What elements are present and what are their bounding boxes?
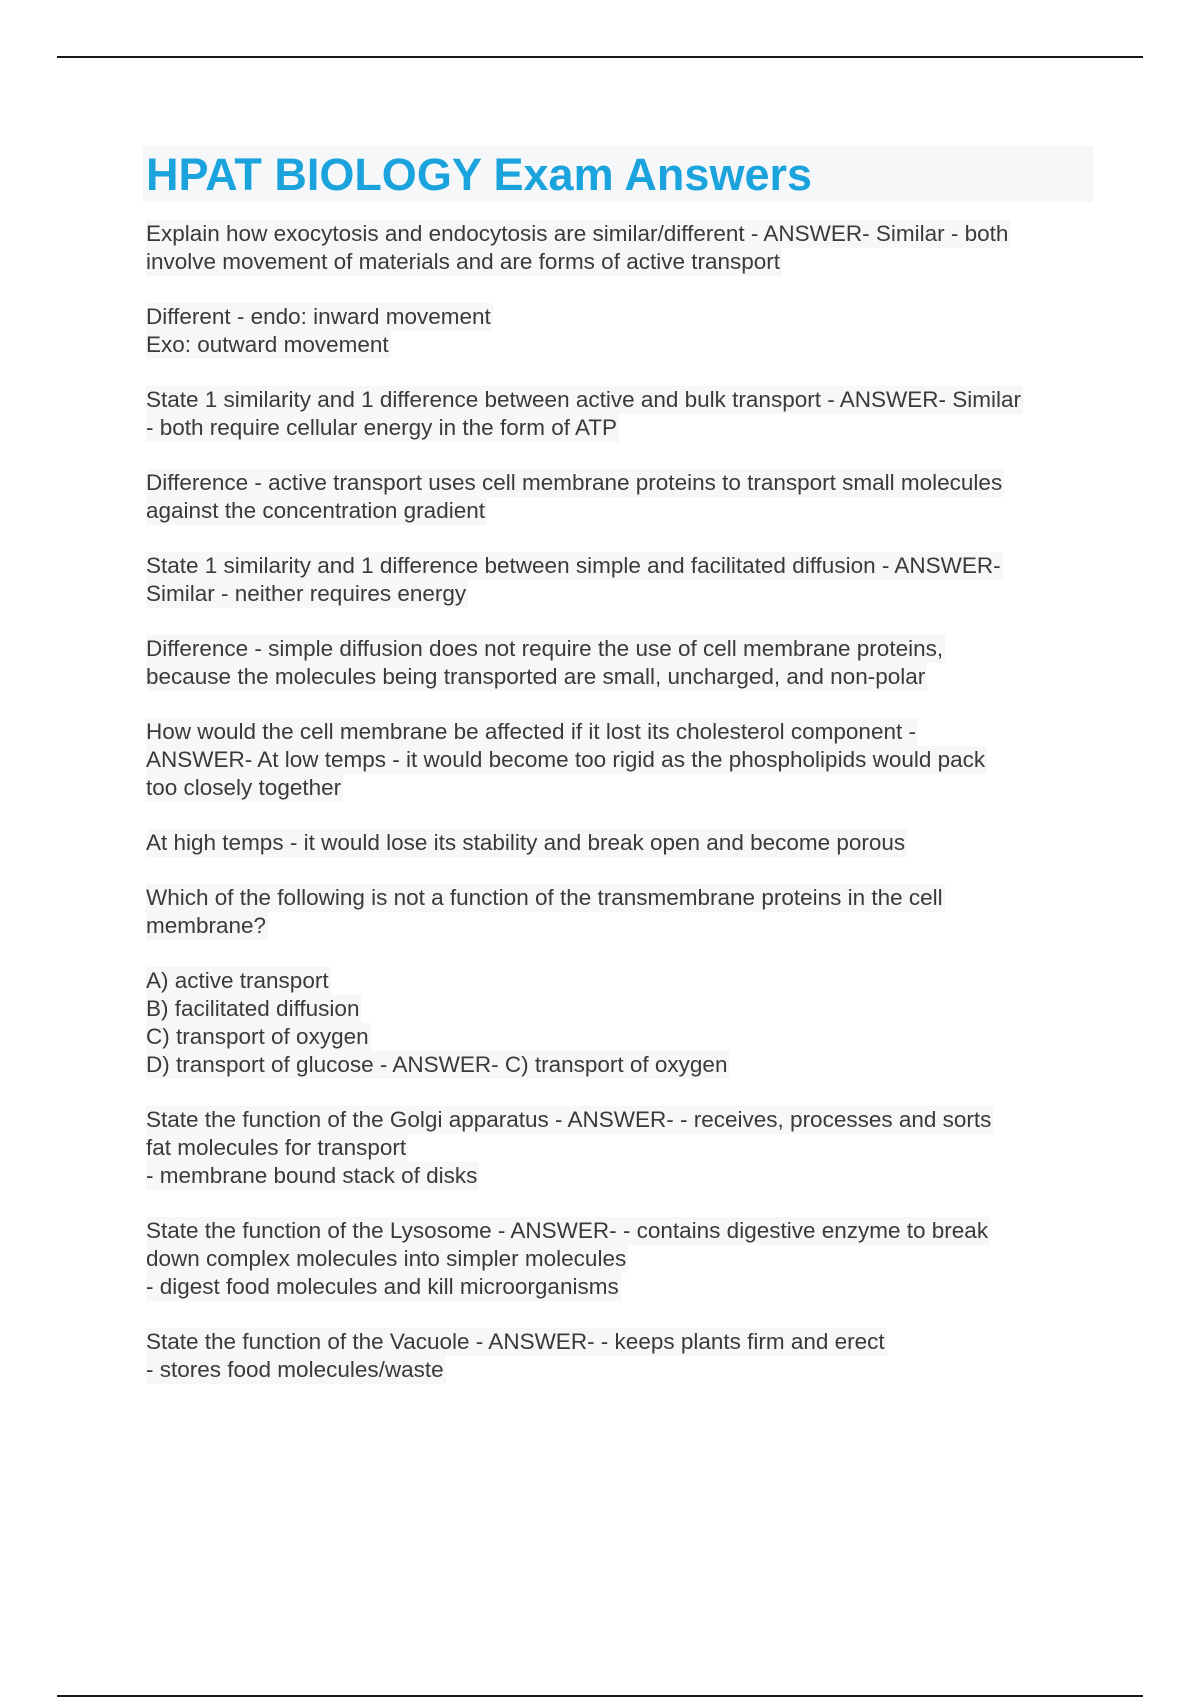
qa-paragraph [146, 1328, 1093, 1384]
text-line: involve movement of materials and are forms of active transport [146, 249, 781, 274]
text-line: D) transport of glucose - ANSWER- C) transport of oxygen [146, 1052, 728, 1077]
text-line: against the concentration gradient [146, 498, 485, 523]
document-title: HPAT BIOLOGY Exam Answers [146, 148, 813, 200]
text-line: ANSWER- At low temps - it would become too rigid as the phospholipids would pack [146, 747, 986, 772]
text-line: - stores food molecules/waste [146, 1357, 444, 1382]
text-line: At high temps - it would lose its stability and break open and become porous [146, 830, 906, 855]
text-line: because the molecules being transported are small, uncharged, and non-polar [146, 664, 926, 689]
text-line: Exo: outward movement [146, 332, 389, 357]
text-line: - membrane bound stack of disks [146, 1163, 478, 1188]
qa-paragraph [146, 1106, 1093, 1190]
text-line: How would the cell membrane be affected if it lost its cholesterol component - [146, 719, 916, 744]
text-line: - digest food molecules and kill microorganisms [146, 1274, 619, 1299]
qa-paragraph [146, 718, 1093, 802]
qa-paragraph [146, 829, 1093, 857]
text-line: too closely together [146, 775, 342, 800]
text-line: Difference - simple diffusion does not require the use of cell membrane proteins, [146, 636, 944, 661]
text-line: Which of the following is not a function of the transmembrane proteins in the cell [146, 885, 943, 910]
qa-paragraph [146, 967, 1093, 1079]
qa-paragraph [146, 220, 1093, 276]
qa-paragraph [146, 1217, 1093, 1301]
qa-paragraph [146, 386, 1093, 442]
qa-paragraph [146, 884, 1093, 940]
footer-rule [57, 1695, 1143, 1697]
document-body [143, 220, 1093, 1384]
qa-paragraph [146, 469, 1093, 525]
text-line: State the function of the Lysosome - ANSWER- - contains digestive enzyme to break [146, 1218, 989, 1243]
title-band [143, 146, 1093, 202]
text-line: membrane? [146, 913, 267, 938]
text-line: Explain how exocytosis and endocytosis are similar/different - ANSWER- Similar - both [146, 221, 1009, 246]
document-page [143, 146, 1093, 1411]
text-line: State 1 similarity and 1 difference between simple and facilitated diffusion - ANSWER- [146, 553, 1001, 578]
text-line: Similar - neither requires energy [146, 581, 467, 606]
text-line: down complex molecules into simpler molecules [146, 1246, 627, 1271]
text-line: - both require cellular energy in the form of ATP [146, 415, 618, 440]
qa-paragraph [146, 635, 1093, 691]
text-line: State 1 similarity and 1 difference between active and bulk transport - ANSWER- Similar [146, 387, 1021, 412]
header-rule [57, 56, 1143, 58]
text-line: A) active transport [146, 968, 329, 993]
text-line: B) facilitated diffusion [146, 996, 360, 1021]
text-line: Different - endo: inward movement [146, 304, 491, 329]
text-line: Difference - active transport uses cell membrane proteins to transport small molecules [146, 470, 1003, 495]
text-line: State the function of the Golgi apparatus - ANSWER- - receives, processes and sorts [146, 1107, 992, 1132]
text-line: State the function of the Vacuole - ANSWER- - keeps plants firm and erect [146, 1329, 885, 1354]
text-line: fat molecules for transport [146, 1135, 407, 1160]
text-line: C) transport of oxygen [146, 1024, 369, 1049]
qa-paragraph [146, 303, 1093, 359]
qa-paragraph [146, 552, 1093, 608]
